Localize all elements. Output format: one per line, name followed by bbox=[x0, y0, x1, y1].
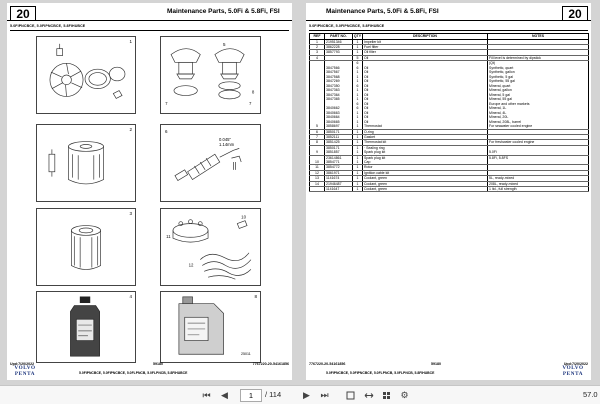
col-description: DESCRIPTION bbox=[363, 34, 488, 40]
cell-qty: 1 bbox=[353, 70, 363, 75]
cell-description: Impeller kit bbox=[363, 39, 488, 44]
cell-ref: 5 bbox=[310, 124, 325, 129]
cell-description: Oil filter bbox=[363, 50, 488, 55]
thumbnails-icon[interactable] bbox=[380, 389, 393, 402]
cell-description: Coolant, green bbox=[363, 181, 488, 186]
oil-filter-drawing bbox=[37, 209, 135, 285]
cell-qty: 1 bbox=[353, 181, 363, 186]
fuel-filter-drawing bbox=[37, 125, 135, 201]
cell-description: Spark plug kit bbox=[363, 150, 488, 155]
cell-qty: 6 bbox=[353, 106, 363, 111]
cell-qty: 1 bbox=[353, 145, 363, 150]
model-line: 5.0FIPNCBCE, 5.0FIPNCBCE, 5.8FIHUBCE bbox=[309, 24, 385, 28]
cell-ref: 10 bbox=[310, 160, 325, 165]
cell-part-no: 21946487 bbox=[325, 181, 353, 186]
settings-icon[interactable]: ⚙ bbox=[400, 390, 409, 400]
cell-description: Oil bbox=[363, 70, 488, 75]
cell-part-no: 3850171 bbox=[325, 129, 353, 134]
cell-notes: Mineral, 5 gal bbox=[488, 93, 589, 98]
cell-ref: 7 bbox=[310, 134, 325, 139]
cell-ref: 4 bbox=[310, 55, 325, 60]
section-number: 20 bbox=[10, 6, 36, 21]
figure-id: 25011 bbox=[241, 352, 251, 356]
cell-notes: 5.8Fi, 5.8FS bbox=[488, 155, 589, 160]
last-page-icon[interactable]: ⏭ bbox=[320, 390, 329, 400]
parts-table bbox=[309, 33, 589, 192]
svg-text:10: 10 bbox=[241, 214, 247, 220]
cell-part-no: 3858697 bbox=[325, 124, 353, 129]
prev-page-icon[interactable]: ◀ bbox=[221, 390, 228, 400]
cell-description: Oil bbox=[363, 111, 488, 116]
cell-description: Thermostat kit bbox=[363, 140, 488, 145]
footer-doc: 7767220-20-54161856 bbox=[309, 362, 346, 366]
cell-ref: 6 bbox=[310, 129, 325, 134]
footer-date: Upd:7/20/2022 bbox=[563, 362, 588, 366]
cell-description: O-ring bbox=[363, 129, 488, 134]
cell-notes: 208L, ready-mixed bbox=[488, 181, 589, 186]
cell-description: Oil bbox=[363, 66, 488, 71]
cell-description: Oil bbox=[363, 106, 488, 111]
header-title: Maintenance Parts, 5.0Fi & 5.8Fi, FSI bbox=[167, 8, 280, 15]
cell-ref: 11 bbox=[310, 165, 325, 170]
cell-qty: 1 bbox=[353, 176, 363, 181]
cell-part-no: 3851425 bbox=[325, 140, 353, 145]
cell-qty: 1 bbox=[353, 111, 363, 116]
cell-notes: Mineral, 208L, barrel bbox=[488, 120, 589, 125]
cell-ref bbox=[310, 187, 325, 192]
footer-doc: 7767220-20-54161856 bbox=[252, 362, 289, 366]
cell-qty: 6 bbox=[353, 61, 363, 66]
cell-qty: 1 bbox=[353, 129, 363, 134]
cell-ref: 9 bbox=[310, 150, 325, 155]
svg-text:8: 8 bbox=[251, 89, 255, 95]
col-part-no: PART NO. bbox=[325, 34, 353, 40]
cell-description: Oil bbox=[363, 84, 488, 89]
cell-qty: 6 bbox=[353, 102, 363, 107]
cell-ref: 2 bbox=[310, 45, 325, 50]
ignition-parts-drawing bbox=[161, 209, 260, 285]
cell-qty: 1 bbox=[353, 150, 363, 155]
cell-part-no: 3847566 bbox=[325, 66, 353, 71]
cell-notes: Synthetic, 55 gal bbox=[488, 79, 589, 84]
cell-ref: 3 bbox=[310, 50, 325, 55]
header-title: Maintenance Parts, 5.0Fi & 5.8Fi, FSI bbox=[326, 8, 439, 15]
cell-notes: Mineral, 4L bbox=[488, 111, 589, 116]
cell-description: Rotor bbox=[363, 165, 488, 170]
first-page-icon[interactable]: ⏮ bbox=[202, 390, 211, 400]
figure-box-2 bbox=[36, 124, 136, 202]
cell-description: Oil bbox=[363, 93, 488, 98]
cell-notes: 5L, ready-mixed bbox=[488, 176, 589, 181]
page-left bbox=[7, 3, 292, 380]
cell-part-no: 3852111 bbox=[325, 134, 353, 139]
cell-part-no: 3847364 bbox=[325, 93, 353, 98]
fit-width-icon[interactable] bbox=[362, 389, 375, 402]
figure-box-1 bbox=[36, 36, 136, 114]
cell-description: Oil bbox=[363, 55, 488, 60]
cell-qty: 1 bbox=[353, 155, 363, 160]
cell-notes: For seawater cooled engine bbox=[488, 124, 589, 129]
cell-qty: 1 bbox=[353, 93, 363, 98]
page-total: / 114 bbox=[265, 390, 282, 399]
cell-qty: 1 bbox=[353, 120, 363, 125]
thermostat-drawing bbox=[161, 37, 260, 113]
cell-part-no: 3862228 bbox=[325, 45, 353, 50]
footer-code: 59180 bbox=[431, 362, 441, 366]
zoom-level: 57.0 bbox=[583, 390, 598, 399]
cell-notes: 1 ltd., full strength bbox=[488, 187, 589, 192]
cell-notes: Synthetic, quart bbox=[488, 66, 589, 71]
gap-mm-label: 1.14mm bbox=[219, 142, 235, 147]
cell-part-no: 3850171 bbox=[325, 145, 353, 150]
spark-plug-drawing bbox=[161, 125, 260, 201]
cell-ref: 12 bbox=[310, 170, 325, 175]
cell-qty: 1 bbox=[353, 97, 363, 102]
cell-description: Gasket bbox=[363, 134, 488, 139]
figure-number: 5 bbox=[223, 42, 226, 47]
cell-notes: Synthetic, 5 gal bbox=[488, 75, 589, 80]
cell-description: Ignition cable kit bbox=[363, 170, 488, 175]
cell-part-no: 3847568 bbox=[325, 75, 353, 80]
cell-part-no: 3847269 bbox=[325, 79, 353, 84]
cell-description: Spark plug kit bbox=[363, 155, 488, 160]
cell-part-no: 3854772 bbox=[325, 165, 353, 170]
cell-qty: 6 bbox=[353, 84, 363, 89]
svg-text:7: 7 bbox=[248, 101, 252, 107]
figure-number: 6 bbox=[165, 129, 168, 134]
cell-description: Fuel filter bbox=[363, 45, 488, 50]
figure-number: 8 bbox=[254, 294, 257, 299]
cell-part-no: 1141647 bbox=[325, 187, 353, 192]
svg-text:11: 11 bbox=[166, 234, 171, 240]
cell-description: Oil bbox=[363, 88, 488, 93]
svg-text:12: 12 bbox=[188, 262, 194, 268]
cell-notes: 5.0Fi bbox=[488, 150, 589, 155]
cell-part-no: 3847567 bbox=[325, 70, 353, 75]
cell-description: Cap bbox=[363, 160, 488, 165]
cell-ref: 14 bbox=[310, 181, 325, 186]
cell-part-no: 3840665 bbox=[325, 120, 353, 125]
cell-qty: 1 bbox=[353, 170, 363, 175]
cell-description: Oil bbox=[363, 79, 488, 84]
cell-notes: Mineral, 1L bbox=[488, 106, 589, 111]
page-header bbox=[306, 5, 591, 21]
cell-part-no: 21951346 bbox=[325, 39, 353, 44]
cell-part-no: 23614861 bbox=[325, 155, 353, 160]
figure-number: 4 bbox=[129, 294, 132, 299]
footer-models: 5.0FIPNCBCE, 5.0FIPNCBCE, 5.0FLPNCB, 5.0FLPNCB, 5.8FIHUBCE bbox=[79, 371, 188, 375]
cell-part-no: 3851857 bbox=[325, 150, 353, 155]
footer-code: 59180 bbox=[153, 362, 163, 366]
cell-description: Coolant, green bbox=[363, 176, 488, 181]
figure-box-3 bbox=[36, 208, 136, 286]
cell-description: Oil bbox=[363, 97, 488, 102]
cell-qty: 1 bbox=[353, 79, 363, 84]
cell-part-no: 3840664 bbox=[325, 115, 353, 120]
impeller-kit-drawing bbox=[37, 37, 135, 113]
footer-date: Upd:7/20/2022 bbox=[10, 362, 35, 366]
cell-qty: 1 bbox=[353, 160, 363, 165]
figure-number: 1 bbox=[129, 39, 132, 44]
cell-qty: 1 bbox=[353, 39, 363, 44]
cell-description: Oil bbox=[363, 120, 488, 125]
table-row bbox=[310, 187, 589, 192]
cell-part-no: 3840662 bbox=[325, 106, 353, 111]
cell-qty: 1 bbox=[353, 134, 363, 139]
cell-notes: Fill level is determined by dipstick bbox=[488, 55, 589, 60]
cell-part-no: 3840663 bbox=[325, 111, 353, 116]
cell-notes: Mineral, 55 gal bbox=[488, 97, 589, 102]
cell-part-no: 3861971 bbox=[325, 170, 353, 175]
cell-description: Oil bbox=[363, 75, 488, 80]
cell-notes: (Qt) bbox=[488, 61, 589, 66]
footer-models: 5.0FIPNCBCE, 5.0FIPNCBCE, 5.0FLPNCB, 5.0FLPNCB, 5.8FIHUBCE bbox=[326, 371, 435, 375]
cell-description: Oil bbox=[363, 115, 488, 120]
cell-qty: 1 bbox=[353, 45, 363, 50]
volvo-penta-logo: VOLVO PENTA bbox=[562, 365, 584, 377]
svg-text:7: 7 bbox=[165, 101, 168, 107]
cell-notes: For freshwater cooled engine bbox=[488, 140, 589, 145]
gap-inch-label: 0.045" bbox=[219, 137, 231, 142]
page-header bbox=[7, 5, 292, 21]
cell-part-no: 3847350 bbox=[325, 84, 353, 89]
cell-notes: Mineral, gallon bbox=[488, 88, 589, 93]
page-right bbox=[306, 3, 591, 380]
cell-part-no: 3847363 bbox=[325, 88, 353, 93]
figure-box-9 bbox=[160, 124, 261, 202]
cell-qty: 1 bbox=[353, 187, 363, 192]
cell-qty: 1 bbox=[353, 88, 363, 93]
figure-number: 2 bbox=[129, 127, 132, 132]
cell-notes: Synthetic, gallon bbox=[488, 70, 589, 75]
cell-part-no: 1141674 bbox=[325, 176, 353, 181]
cell-ref: 13 bbox=[310, 176, 325, 181]
cell-notes: Mineral, 20L bbox=[488, 115, 589, 120]
col-ref: REF bbox=[310, 34, 325, 40]
cell-qty: 5 bbox=[353, 55, 363, 60]
cell-description: Coolant, green bbox=[363, 187, 488, 192]
volvo-penta-logo: VOLVO PENTA bbox=[14, 365, 36, 377]
col-qty: QTY bbox=[353, 34, 362, 39]
model-line: 5.0FIPNCBCE, 5.0FIPNCBCE, 5.8FIHUBCE bbox=[10, 24, 86, 28]
cell-description: · Sealing ring bbox=[363, 145, 488, 150]
pdf-toolbar bbox=[0, 385, 600, 404]
figure-box-ignition bbox=[160, 208, 261, 286]
cell-notes: Mineral, quart bbox=[488, 84, 589, 89]
page-number-input[interactable]: 1 bbox=[240, 389, 262, 402]
cell-qty: 1 bbox=[353, 124, 363, 129]
cell-part-no: 3847365 bbox=[325, 97, 353, 102]
cell-qty: 1 bbox=[353, 75, 363, 80]
figure-box-thermostat bbox=[160, 36, 261, 114]
oil-bottle-drawing bbox=[37, 292, 135, 362]
section-number: 20 bbox=[562, 6, 588, 21]
cell-description: Thermostat bbox=[363, 124, 488, 129]
cell-notes: Europe and other markets bbox=[488, 102, 589, 107]
fit-page-icon[interactable] bbox=[344, 389, 357, 402]
cell-ref: 8 bbox=[310, 140, 325, 145]
figure-box-4 bbox=[36, 291, 136, 363]
cell-part-no: 3854771 bbox=[325, 160, 353, 165]
cell-qty: 1 bbox=[353, 115, 363, 120]
cell-qty: 6 bbox=[353, 66, 363, 71]
col-notes: NOTES bbox=[488, 34, 589, 40]
cell-qty: 1 bbox=[353, 140, 363, 145]
cell-ref: 1 bbox=[310, 39, 325, 44]
cell-qty: 1 bbox=[353, 50, 363, 55]
figure-number: 3 bbox=[129, 211, 132, 216]
cell-qty: 1 bbox=[353, 165, 363, 170]
next-page-icon[interactable]: ▶ bbox=[303, 390, 310, 400]
cell-part-no: 3857793 bbox=[325, 50, 353, 55]
cell-description: Oil bbox=[363, 102, 488, 107]
